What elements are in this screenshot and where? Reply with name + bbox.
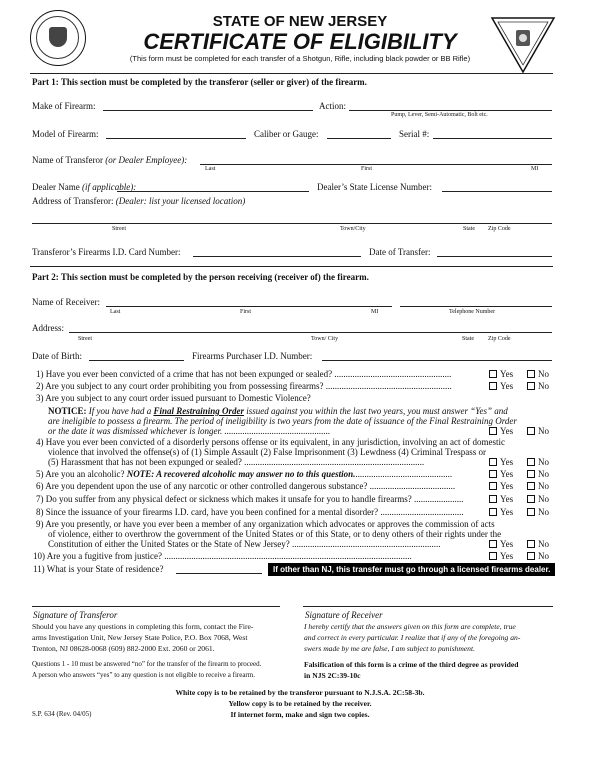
notice-line-3: or the date it was dismissed whichever is longer. ............................................... <box>48 426 331 436</box>
question-9-line-2: of violence, either to overthrow the government of the United States or of this State, or to deny others of their rights under the <box>48 529 502 539</box>
sub-last: Last <box>205 166 216 172</box>
q7-no[interactable]: No <box>527 494 549 504</box>
certify-line-1: I hereby certify that the answers given on this form are complete, true <box>304 622 516 631</box>
question-9-line-3: Constitution of either the United States or the State of New Jersey? .................................................................. <box>48 539 441 549</box>
part2-heading: Part 2: This section must be completed by the person receiving (receiver of) the firearm. <box>32 272 369 282</box>
question-5: 5) Are you an alcoholic? NOTE: A recovered alcoholic may answer no to this question............................................ <box>36 469 453 479</box>
q5-yes[interactable]: Yes <box>489 469 513 479</box>
question-2: 2) Are you subject to any court order prohibiting you from possessing firearms? ........................................................ <box>36 381 452 391</box>
transferor-address-field[interactable] <box>32 223 552 224</box>
contact-line-3: Trenton, NJ 08628-0068 (609) 882-2000 Ext. 2060 or 2061. <box>32 644 215 653</box>
receiver-address-label: Address: <box>32 323 64 333</box>
r-sub-street: Street <box>78 336 92 342</box>
eligibility-note-1: Questions 1 - 10 must be answered “no” for the transfer of the firearm to proceed. <box>32 660 262 668</box>
r-sub-town: Town/ City <box>311 336 339 342</box>
part2-divider <box>30 266 553 267</box>
q8-no[interactable]: No <box>527 507 549 517</box>
form-id: S.P. 634 (Rev. 04/05) <box>32 710 92 718</box>
notice-line-1: NOTICE: If you have had a Final Restraining Order issued against you within the last two years, you must answer “Yes” and <box>48 406 508 416</box>
q4-no[interactable]: No <box>527 457 549 467</box>
q6-yes[interactable]: Yes <box>489 481 513 491</box>
dealer-name-label: Dealer Name (if applicable): <box>32 182 137 192</box>
sub-zip: Zip Code <box>488 226 511 232</box>
q6-no[interactable]: No <box>527 481 549 491</box>
dealer-name-field[interactable] <box>117 191 309 192</box>
telephone-field[interactable] <box>400 306 552 307</box>
q4-yes[interactable]: Yes <box>489 457 513 467</box>
license-field[interactable] <box>442 191 552 192</box>
transferor-signature-field[interactable] <box>32 606 280 607</box>
sig-transferor-label: Signature of Transferor <box>33 610 118 620</box>
date-transfer-label: Date of Transfer: <box>369 247 431 257</box>
action-hint: Pump, Lever, Semi-Automatic, Bolt etc. <box>391 112 488 118</box>
state-name: STATE OF NEW JERSEY <box>212 13 388 30</box>
make-field[interactable] <box>103 110 313 111</box>
question-7: 7) Do you suffer from any physical defect or sickness which makes it unsafe for you to handle firearms? ...................... <box>36 494 464 504</box>
transferor-name-label: Name of Transferor (or Dealer Employee): <box>32 155 188 165</box>
transferor-address-label: Address of Transferor: (Dealer: list your licensed location) <box>32 196 246 206</box>
q2-yes[interactable]: Yes <box>489 381 513 391</box>
state-residence-field[interactable] <box>176 573 262 574</box>
q9-no[interactable]: No <box>527 539 549 549</box>
caliber-field[interactable] <box>327 138 391 139</box>
q8-yes[interactable]: Yes <box>489 507 513 517</box>
r-sub-zip: Zip Code <box>488 336 511 342</box>
certify-line-3: swers made by me are false, I am subject to punishment. <box>304 644 475 653</box>
q3-yes[interactable]: Yes <box>489 426 513 436</box>
q5-no[interactable]: No <box>527 469 549 479</box>
part1-heading: Part 1: This section must be completed by the transferor (seller or giver) of the firearm. <box>32 77 367 87</box>
model-label: Model of Firearm: <box>32 129 99 139</box>
fid-label: Transferor’s Firearms I.D. Card Number: <box>32 247 181 257</box>
receiver-signature-field[interactable] <box>303 606 553 607</box>
q10-yes[interactable]: Yes <box>489 551 513 561</box>
sub-first: First <box>361 166 373 172</box>
q1-yes[interactable]: Yes <box>489 369 513 379</box>
question-3: 3) Are you subject to any court order issued pursuant to Domestic Violence? <box>36 393 311 403</box>
question-1: 1) Have you ever been convicted of a crime that has not been expunged or sealed? .................................................... <box>36 369 452 379</box>
caliber-label: Caliber or Gauge: <box>254 129 319 139</box>
action-label: Action: <box>319 101 346 111</box>
receiver-address-field[interactable] <box>69 332 552 333</box>
fid-field[interactable] <box>193 256 361 257</box>
copy-line-2: Yellow copy is to be retained by the receiver. <box>228 699 372 708</box>
falsification-line-1: Falsification of this form is a crime of the third degree as provided <box>304 660 519 669</box>
question-6: 6) Are you dependent upon the use of any narcotic or other controlled dangerous substance? ...................................... <box>36 481 456 491</box>
dob-label: Date of Birth: <box>32 351 82 361</box>
q1-no[interactable]: No <box>527 369 549 379</box>
receiver-field[interactable] <box>106 306 392 307</box>
q9-yes[interactable]: Yes <box>489 539 513 549</box>
sub-town: Town/City <box>340 226 366 232</box>
transferor-name-field[interactable] <box>200 164 552 165</box>
form-subtitle: (This form must be completed for each transfer of a Shotgun, Rifle, including black powder or BB Rifle) <box>129 54 471 63</box>
serial-label: Serial #: <box>399 129 430 139</box>
question-4-line-3: (5) Harassment that has not been expunged or sealed? ................................................................................ <box>48 457 425 467</box>
license-label: Dealer’s State License Number: <box>317 182 433 192</box>
r-sub-first: First <box>240 309 252 315</box>
dob-field[interactable] <box>89 360 184 361</box>
r-sub-mi: MI <box>371 309 379 315</box>
date-transfer-field[interactable] <box>437 256 552 257</box>
model-field[interactable] <box>106 138 246 139</box>
nonresident-notice: If other than NJ, this transfer must go through a licensed firearms dealer. <box>268 563 555 576</box>
q2-no[interactable]: No <box>527 381 549 391</box>
serial-field[interactable] <box>433 138 552 139</box>
question-4-line-2: violence that involved the offense(s) of (1) Simple Assault (2) False Imprisonment (3) Lewdness (4) Criminal Trespass or <box>48 447 487 457</box>
action-field[interactable] <box>349 110 552 111</box>
question-10: 10) Are you a fugitive from justice? .............................................................................................................. <box>33 551 412 561</box>
part1-divider-top <box>30 73 553 74</box>
question-4-line-1: 4) Have you ever been convicted of a disorderly persons offense or its equivalent, in any jurisdiction, involving an act of domestic <box>36 437 505 447</box>
contact-line-1: Should you have any questions in completing this form, contact the Fire- <box>32 622 254 631</box>
r-sub-last: Last <box>110 309 121 315</box>
make-label: Make of Firearm: <box>32 101 96 111</box>
copy-line-1: White copy is to be retained by the transferor pursuant to N.J.S.A. 2C:58-3b. <box>175 688 425 697</box>
sub-state: State <box>463 226 475 232</box>
form-title: CERTIFICATE OF ELIGIBILITY <box>143 29 457 54</box>
eligibility-note-2: A person who answers “yes” to any question is not eligible to receive a firearm. <box>32 671 255 679</box>
sub-street: Street <box>112 226 126 232</box>
q10-no[interactable]: No <box>527 551 549 561</box>
falsification-line-2: in NJS 2C:39-10c <box>304 671 361 680</box>
certify-line-2: and correct in every particular. I realize that if any of the foregoing an- <box>304 633 521 642</box>
r-sub-state: State <box>462 336 474 342</box>
notice-line-2: are ineligible to possess a firearm. The period of ineligibility is two years from the date of issuance of the Final Restraining Order <box>48 416 517 426</box>
question-8: 8) Since the issuance of your firearms I.D. card, have you been confined for a mental disorder? ..................................... <box>36 507 464 517</box>
receiver-label: Name of Receiver: <box>32 297 100 307</box>
sig-receiver-label: Signature of Receiver <box>305 610 383 620</box>
fpid-field[interactable] <box>322 360 552 361</box>
contact-line-2: arms Investigation Unit, New Jersey State Police, P.O. Box 7068, West <box>32 633 248 642</box>
fpid-label: Firearms Purchaser I.D. Number: <box>192 351 313 361</box>
q3-no[interactable]: No <box>527 426 549 436</box>
question-9-line-1: 9) Are you presently, or have you ever been a member of any organization which advocates or approves the commission of acts <box>36 519 495 529</box>
copy-line-3: If internet form, make and sign two copies. <box>230 710 370 719</box>
q7-yes[interactable]: Yes <box>489 494 513 504</box>
r-sub-phone: Telephone Number <box>449 309 496 315</box>
question-11: 11) What is your State of residence? <box>33 564 164 574</box>
sub-mi: MI <box>531 166 539 172</box>
